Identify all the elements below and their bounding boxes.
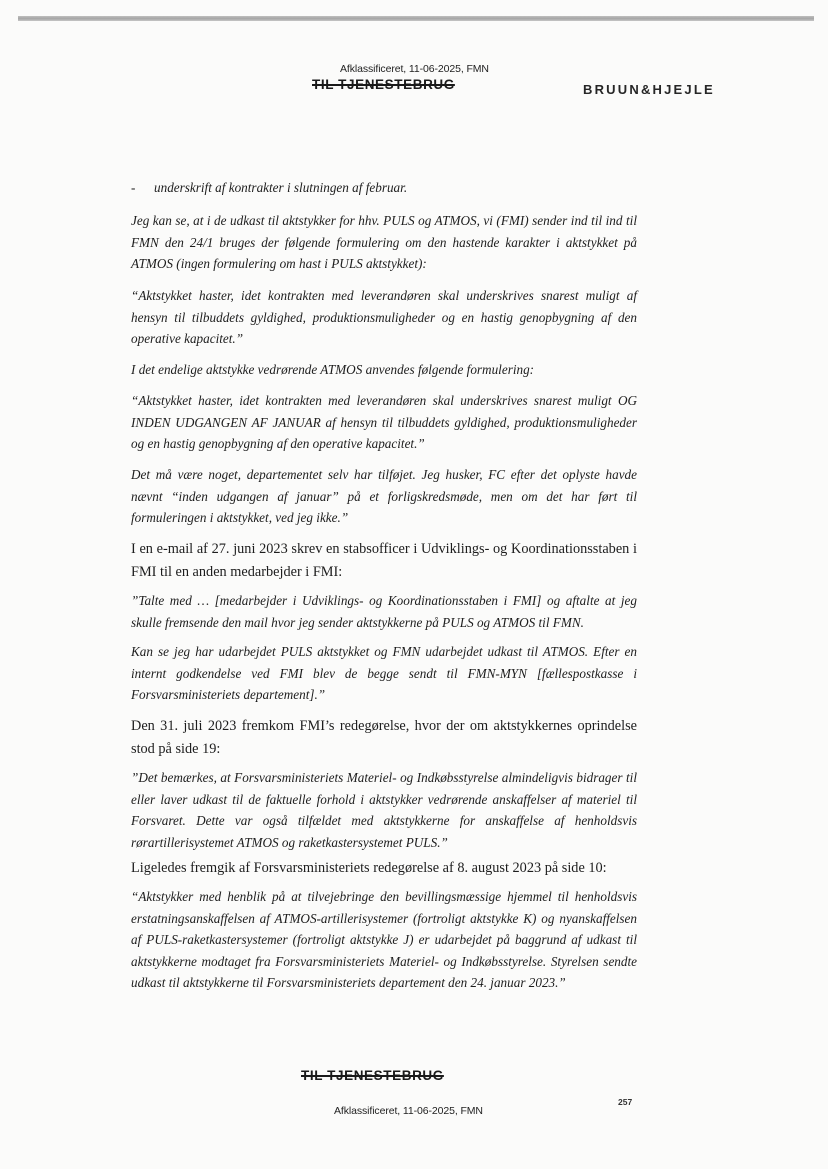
quote-5: ”Det bemærkes, at Forsvarsministeriets Materiel- og Indkøbsstyrelse almindeligvis bidrager til eller laver udkast til de faktuelle forhold i aktstykker vedrørende anskaffelser af materiel til Forsvaret. Dette var også tilfældet med aktstykkerne for anskaffelse af henholdsvis rørartillerisystemet ATMOS og raketkastersystemet PULS.” — [131, 770, 637, 850]
classification-header: TIL TJENESTEBRUG — [312, 77, 455, 92]
quote-1: “Aktstykket haster, idet kontrakten med leverandøren skal underskrives snarest muligt af hensyn til tilbuddets gyldighed, produktionsmuligheder og en hastig genopbygning af den operative kapacitet.” — [131, 288, 637, 346]
declassified-header: Afklassificeret, 11-06-2025, FMN — [340, 63, 489, 75]
bullet-text: underskrift af kontrakter i slutningen af februar. — [154, 180, 408, 195]
quote-4: Kan se jeg har udarbejdet PULS aktstykket og FMN udarbejdet udkast til ATMOS. Efter en internt godkendelse ved FMI blev de begge sendt til FMN-MYN [fællespostkasse i Forsvarsministeriets departement].” — [131, 644, 637, 702]
paragraph-6: Ligeledes fremgik af Forsvarsministeriets redegørelse af 8. august 2023 på side 10: — [131, 860, 607, 876]
paragraph-2: I det endelige aktstykke vedrørende ATMOS anvendes følgende formulering: — [131, 362, 535, 377]
declassified-footer: Afklassificeret, 11-06-2025, FMN — [334, 1105, 483, 1117]
paragraph-3: Det må være noget, departementet selv har tilføjet. Jeg husker, FC efter det oplyste havde nævnt “inden udgangen af januar” på et forligskredsmøde, men om det har ført til formuleringen i aktstykket, ved jeg ikke.” — [131, 467, 637, 525]
paragraph-4: I en e-mail af 27. juni 2023 skrev en stabsofficer i Udviklings- og Koordinationsstaben i FMI til en anden medarbejder i FMI: — [131, 541, 637, 580]
paragraph-5: Den 31. juli 2023 fremkom FMI’s redegørelse, hvor der om aktstykkernes oprindelse stod på side 19: — [131, 718, 637, 757]
bullet-marker: - — [131, 180, 136, 195]
quote-6: “Aktstykker med henblik på at tilvejebringe den bevillingsmæssige hjemmel til henholdsvis erstatningsanskaffelsen af ATMOS-artillerisystemer (fortroligt aktstykke K) og nyanskaffelsen af PULS-raketkastersystemer (fortroligt aktstykke J) er udarbejdet på baggrund af udkast til aktstykkerne modtaget fra Forsvarsministeriets Materiel- og Indkøbsstyrelse. Styrelsen sendte udkast til aktstykkerne til Forsvarsministeriets departement den 24. januar 2023.” — [131, 889, 637, 990]
classification-footer: TIL TJENESTEBRUG — [301, 1068, 444, 1083]
brand-logo: BRUUN&HJEJLE — [583, 82, 715, 97]
scan-edge-artifact — [18, 16, 814, 21]
paragraph-1: Jeg kan se, at i de udkast til aktstykker for hhv. PULS og ATMOS, vi (FMI) sender ind til ind til FMN den 24/1 bruges der følgende formulering om den hastende karakter i aktstykket på ATMOS (ingen formulering om hast i PULS aktstykket): — [131, 213, 637, 271]
quote-2: “Aktstykket haster, idet kontrakten med leverandøren skal underskrives snarest muligt OG INDEN UDGANGEN AF JANUAR af hensyn til tilbuddets gyldighed, produktionsmuligheder og en hastig genopbygning af den operative kapacitet.” — [131, 393, 637, 451]
page-number: 257 — [618, 1097, 633, 1107]
quote-3: ”Talte med … [medarbejder i Udviklings- og Koordinationsstaben i FMI] og aftalte at jeg skulle fremsende den mail hvor jeg sender aktstykkerne på PULS og ATMOS til FMN. — [131, 593, 637, 630]
